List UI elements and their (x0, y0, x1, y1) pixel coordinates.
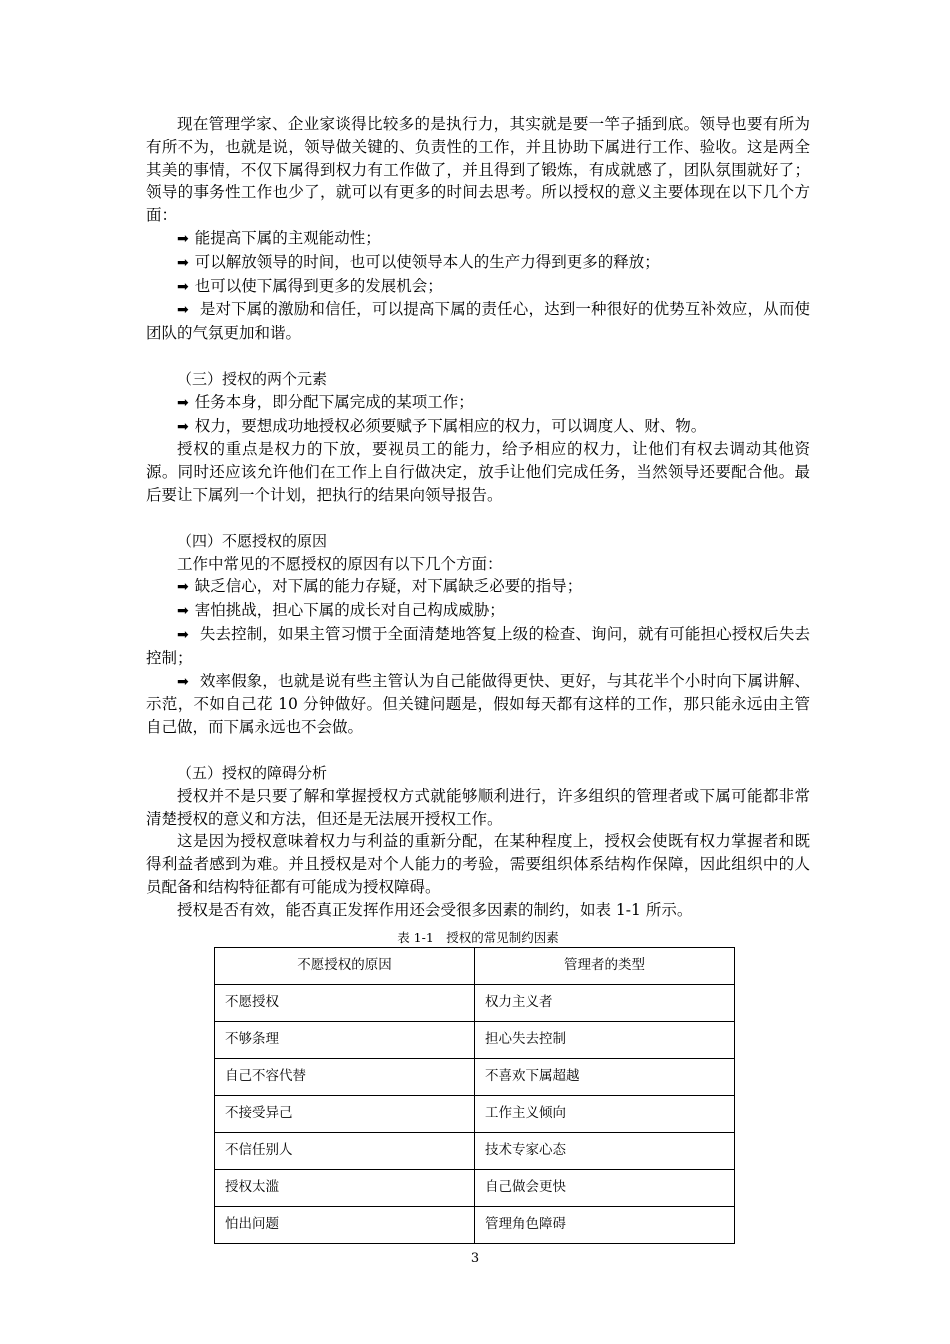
body-paragraph: 授权的重点是权力的下放，要视员工的能力，给予相应的权力，让他们有权去调动其他资源。同时还应该允许他们在工作上自行做决定，放手让他们完成任务，当然领导还要配合他。最后要让下属列一个计划，把执行的结果向领导报告。 (146, 440, 810, 504)
section-heading: （四）不愿授权的原因 (177, 531, 328, 550)
list-item: ➡ 任务本身，即分配下属完成的某项工作； (146, 391, 810, 415)
table-cell: 不愿授权 (215, 984, 475, 1021)
column-header: 不愿授权的原因 (215, 947, 475, 984)
table-cell: 不喜欢下属超越 (475, 1058, 735, 1095)
intro-paragraph: 现在管理学家、企业家谈得比较多的是执行力，其实就是要一竿子插到底。领导也要有所为有所不为，也就是说，领导做关键的、负责性的工作，并且协助下属进行工作、验收。这是两全其美的事情，不仅下属得到权力有工作做了，并且得到了锻炼，有成就感了，团队氛围就好了；领导的事务性工作也少了，就可以有更多的时间去思考。所以授权的意义主要体现在以下几个方面： (146, 115, 810, 225)
arrow-right-icon: ➡ (177, 418, 189, 435)
column-header: 管理者的类型 (475, 947, 735, 984)
list-item: ➡ 能提高下属的主观能动性； (146, 227, 810, 251)
arrow-right-icon: ➡ (177, 579, 189, 596)
arrow-right-icon: ➡ (177, 254, 189, 271)
table-cell: 权力主义者 (475, 984, 735, 1021)
body-paragraph: 授权并不是只要了解和掌握授权方式就能够顺利进行，许多组织的管理者或下属可能都非常清楚授权的意义和方法，但还是无法展开授权工作。 (146, 786, 810, 828)
table-cell: 不够条理 (215, 1021, 475, 1058)
page-number: 3 (470, 1251, 480, 1266)
table-caption: 表 1-1 授权的常见制约因素 (397, 929, 559, 945)
list-item: ➡ 效率假象，也就是说有些主管认为自己能做得更快、更好，与其花半个小时向下属讲解、示范，不如自己花 10 分钟做好。但关键问题是，假如每天都有这样的工作，那只能永远由主管自己做，而下属永远也不会做。 (146, 671, 810, 737)
list-item: ➡ 也可以使下属得到更多的发展机会； (146, 275, 810, 299)
table-row (215, 1095, 735, 1132)
table-row (215, 984, 735, 1021)
table-cell: 自己不容代替 (215, 1058, 475, 1095)
table-row (215, 1206, 735, 1243)
table-header-row (215, 947, 735, 984)
arrow-right-icon: ➡ (177, 278, 189, 295)
arrow-right-icon: ➡ (177, 394, 189, 411)
arrow-right-icon: ➡ (177, 302, 189, 319)
body-paragraph: 授权是否有效，能否真正发挥作用还会受很多因素的制约，如表 1-1 所示。 (177, 900, 693, 919)
table-row (215, 1169, 735, 1206)
constraint-table (214, 947, 735, 1244)
list-item: ➡ 缺乏信心，对下属的能力存疑，对下属缺乏必要的指导； (146, 575, 810, 599)
list-item: ➡ 可以解放领导的时间，也可以使领导本人的生产力得到更多的释放； (146, 251, 810, 275)
table-row (215, 1021, 735, 1058)
table-cell: 怕出问题 (215, 1206, 475, 1243)
table-cell: 担心失去控制 (475, 1021, 735, 1058)
page-content (146, 113, 810, 1244)
list-item: ➡ 是对下属的激励和信任，可以提高下属的责任心，达到一种很好的优势互补效应，从而使团队的气氛更加和谐。 (146, 300, 810, 343)
body-paragraph: 工作中常见的不愿授权的原因有以下几个方面： (177, 554, 503, 573)
body-paragraph: 这是因为授权意味着权力与利益的重新分配，在某种程度上，授权会使既有权力掌握者和既得利益者感到为难。并且授权是对个人能力的考验，需要组织体系结构作保障，因此组织中的人员配备和结构特征都有可能成为授权障碍。 (146, 832, 810, 896)
list-item: ➡ 害怕挑战，担心下属的成长对自己构成威胁； (146, 599, 810, 623)
section-heading: （五）授权的障碍分析 (177, 763, 328, 782)
table-cell: 自己做会更快 (475, 1169, 735, 1206)
arrow-right-icon: ➡ (177, 626, 189, 643)
section-heading: （三）授权的两个元素 (177, 369, 328, 388)
table-cell: 工作主义倾向 (475, 1095, 735, 1132)
list-item: ➡ 失去控制，如果主管习惯于全面清楚地答复上级的检查、询问，就有可能担心授权后失去控制； (146, 624, 810, 667)
table-cell: 技术专家心态 (475, 1132, 735, 1169)
list-item: ➡ 权力，要想成功地授权必须要赋予下属相应的权力，可以调度人、财、物。 (146, 415, 810, 439)
table-cell: 授权太滥 (215, 1169, 475, 1206)
arrow-right-icon: ➡ (177, 673, 189, 690)
table-row (215, 1132, 735, 1169)
table-cell: 不接受异己 (215, 1095, 475, 1132)
table-cell: 管理角色障碍 (475, 1206, 735, 1243)
table-row (215, 1058, 735, 1095)
arrow-right-icon: ➡ (177, 603, 189, 620)
table-cell: 不信任别人 (215, 1132, 475, 1169)
arrow-right-icon: ➡ (177, 230, 189, 247)
